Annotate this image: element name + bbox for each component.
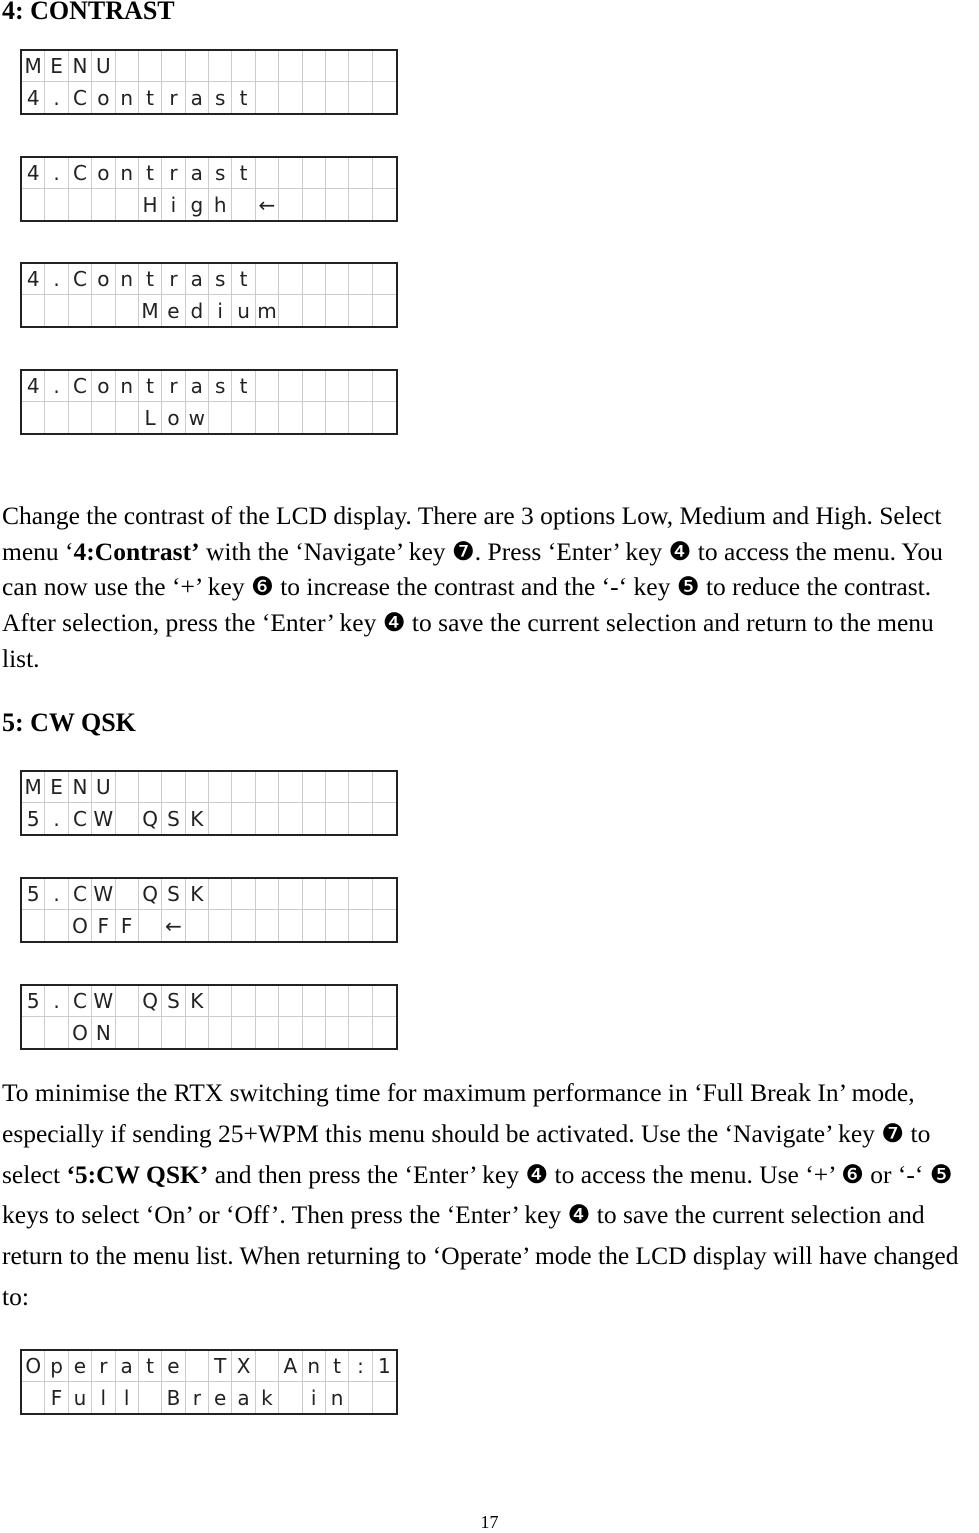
- lcd-display: [20, 156, 398, 222]
- lcd-cell: C: [69, 803, 92, 834]
- lcd-cell: [326, 986, 349, 1017]
- lcd-cell: [303, 189, 326, 220]
- lcd-cell: [349, 803, 372, 834]
- lcd-cell: K: [186, 986, 209, 1017]
- lcd-cell: [279, 1017, 302, 1048]
- lcd-cell: s: [209, 82, 232, 113]
- lcd-cell: [326, 402, 349, 433]
- lcd-display: [20, 984, 398, 1050]
- lcd-cell: [162, 51, 185, 82]
- lcd-cell: [373, 371, 396, 402]
- lcd-cell: W: [92, 803, 115, 834]
- lcd-cell: 1: [373, 1351, 396, 1382]
- lcd-cell: .: [45, 371, 68, 402]
- lcd-cell: H: [139, 189, 162, 220]
- lcd-cell: w: [186, 402, 209, 433]
- lcd-cell: o: [92, 82, 115, 113]
- lcd-cell: [326, 51, 349, 82]
- lcd-cell: 4: [22, 158, 45, 189]
- lcd-cell: [303, 879, 326, 910]
- lcd-cell: T: [209, 1351, 232, 1382]
- lcd-cell: .: [45, 82, 68, 113]
- lcd-cell: E: [45, 51, 68, 82]
- lcd-cell: a: [232, 1382, 255, 1413]
- lcd-cell: [303, 803, 326, 834]
- lcd-cell: h: [209, 189, 232, 220]
- lcd-cell: [373, 986, 396, 1017]
- lcd-cell: .: [45, 879, 68, 910]
- lcd-cell: [92, 402, 115, 433]
- lcd-cell: [279, 371, 302, 402]
- lcd-cell: r: [92, 1351, 115, 1382]
- lcd-cell: [232, 772, 255, 803]
- lcd-cell: [326, 371, 349, 402]
- lcd-cell: [303, 1017, 326, 1048]
- lcd-cell: [45, 295, 68, 326]
- lcd-cell: 4: [22, 82, 45, 113]
- lcd-cell: e: [162, 1351, 185, 1382]
- lcd-cell: [256, 1017, 279, 1048]
- lcd-cell: [92, 189, 115, 220]
- lcd-cell: [22, 1382, 45, 1413]
- lcd-cell: [22, 189, 45, 220]
- lcd-cell: [69, 189, 92, 220]
- lcd-cell: B: [162, 1382, 185, 1413]
- lcd-cell: [116, 879, 139, 910]
- text-run: and then press the ‘Enter’ key ❹ to access the menu. Use ‘+’ ❻ or ‘-‘ ❺ keys to select ‘On’ or ‘Off’. Then press the ‘Enter’ key ❹ to save the current selection and return to the menu list. When returning to ‘Operate’ mode the LCD display will have changed to:: [2, 1159, 959, 1311]
- lcd-cell: [303, 264, 326, 295]
- lcd-cell: [186, 910, 209, 941]
- lcd-cell: [373, 295, 396, 326]
- lcd-cell: [139, 910, 162, 941]
- lcd-cell: [92, 295, 115, 326]
- lcd-cell: [373, 189, 396, 220]
- lcd-cell: [139, 51, 162, 82]
- lcd-cell: [349, 1017, 372, 1048]
- lcd-cell: [349, 264, 372, 295]
- lcd-cell: [232, 402, 255, 433]
- contrast-description: [2, 498, 977, 677]
- lcd-cell: [186, 772, 209, 803]
- lcd-cell: d: [186, 295, 209, 326]
- lcd-cell: [326, 772, 349, 803]
- lcd-cell: [349, 879, 372, 910]
- lcd-cell: [349, 158, 372, 189]
- lcd-cell: o: [92, 158, 115, 189]
- lcd-cell: M: [139, 295, 162, 326]
- lcd-cell: C: [69, 82, 92, 113]
- lcd-cell: [232, 910, 255, 941]
- lcd-cell: k: [256, 1382, 279, 1413]
- lcd-cell: [349, 772, 372, 803]
- lcd-cell: [373, 879, 396, 910]
- lcd-cell: A: [279, 1351, 302, 1382]
- lcd-cell: t: [232, 82, 255, 113]
- lcd-cell: e: [209, 1382, 232, 1413]
- lcd-cell: O: [22, 1351, 45, 1382]
- lcd-cell: [232, 189, 255, 220]
- lcd-cell: [209, 910, 232, 941]
- lcd-cell: e: [69, 1351, 92, 1382]
- lcd-cell: .: [45, 158, 68, 189]
- lcd-cell: [279, 910, 302, 941]
- lcd-cell: N: [69, 772, 92, 803]
- lcd-cell: C: [69, 264, 92, 295]
- lcd-cell: a: [116, 1351, 139, 1382]
- lcd-cell: t: [139, 1351, 162, 1382]
- lcd-cell: [326, 82, 349, 113]
- lcd-display: [20, 369, 398, 435]
- lcd-cell: :: [349, 1351, 372, 1382]
- lcd-cell: a: [186, 371, 209, 402]
- lcd-cell: [22, 910, 45, 941]
- lcd-cell: [256, 1351, 279, 1382]
- lcd-cell: [349, 402, 372, 433]
- lcd-cell: a: [186, 82, 209, 113]
- lcd-cell: ←: [162, 910, 185, 941]
- lcd-cell: [279, 295, 302, 326]
- text-run: Change the contrast of the LCD display. There are 3 options Low, Medium and High. Select menu ‘: [2, 501, 942, 566]
- lcd-cell: M: [22, 51, 45, 82]
- lcd-cell: [303, 772, 326, 803]
- lcd-cell: u: [69, 1382, 92, 1413]
- lcd-cell: [303, 910, 326, 941]
- lcd-cell: s: [209, 264, 232, 295]
- lcd-cell: [279, 264, 302, 295]
- lcd-cell: [116, 803, 139, 834]
- lcd-cell: i: [162, 189, 185, 220]
- lcd-cell: [256, 402, 279, 433]
- lcd-cell: E: [45, 772, 68, 803]
- lcd-cell: K: [186, 803, 209, 834]
- lcd-cell: [45, 189, 68, 220]
- lcd-cell: [349, 910, 372, 941]
- lcd-cell: t: [139, 82, 162, 113]
- lcd-cell: [279, 986, 302, 1017]
- lcd-cell: t: [326, 1351, 349, 1382]
- lcd-cell: r: [162, 82, 185, 113]
- lcd-cell: .: [45, 986, 68, 1017]
- lcd-cell: t: [232, 158, 255, 189]
- lcd-cell: p: [45, 1351, 68, 1382]
- lcd-cell: [186, 51, 209, 82]
- lcd-cell: i: [209, 295, 232, 326]
- lcd-cell: L: [139, 402, 162, 433]
- lcd-cell: [279, 879, 302, 910]
- lcd-cell: [303, 51, 326, 82]
- lcd-cell: [162, 772, 185, 803]
- lcd-cell: n: [116, 158, 139, 189]
- cw-qsk-description: [2, 1073, 977, 1318]
- lcd-cell: 4: [22, 371, 45, 402]
- lcd-cell: [349, 82, 372, 113]
- lcd-cell: [116, 986, 139, 1017]
- lcd-cell: [232, 1017, 255, 1048]
- lcd-cell: [326, 879, 349, 910]
- lcd-cell: [256, 879, 279, 910]
- lcd-cell: [45, 1017, 68, 1048]
- lcd-cell: t: [139, 264, 162, 295]
- lcd-cell: [209, 402, 232, 433]
- lcd-cell: s: [209, 158, 232, 189]
- lcd-cell: [139, 1017, 162, 1048]
- page-number: 17: [480, 1512, 499, 1532]
- lcd-cell: [22, 402, 45, 433]
- lcd-display: [20, 770, 398, 836]
- lcd-cell: [279, 51, 302, 82]
- lcd-cell: [303, 82, 326, 113]
- lcd-cell: [373, 1017, 396, 1048]
- lcd-cell: e: [162, 295, 185, 326]
- lcd-cell: [349, 1382, 372, 1413]
- lcd-cell: [373, 264, 396, 295]
- lcd-cell: [303, 295, 326, 326]
- lcd-cell: [279, 402, 302, 433]
- lcd-cell: [373, 158, 396, 189]
- lcd-cell: [45, 402, 68, 433]
- lcd-cell: [326, 264, 349, 295]
- lcd-cell: [279, 158, 302, 189]
- text-run: To minimise the RTX switching time for maximum performance in ‘Full Break In’ mode, especially if sending 25+WPM this menu should be activated. Use the ‘Navigate’ key ❼ to select: [2, 1078, 931, 1189]
- lcd-cell: [256, 803, 279, 834]
- lcd-cell: [232, 51, 255, 82]
- lcd-cell: Q: [139, 879, 162, 910]
- bold-text: 4:Contrast’: [73, 536, 200, 566]
- lcd-cell: l: [116, 1382, 139, 1413]
- lcd-cell: W: [92, 879, 115, 910]
- lcd-cell: C: [69, 371, 92, 402]
- lcd-cell: n: [116, 371, 139, 402]
- lcd-cell: n: [116, 264, 139, 295]
- lcd-cell: [116, 51, 139, 82]
- lcd-cell: i: [303, 1382, 326, 1413]
- lcd-cell: [209, 986, 232, 1017]
- lcd-cell: [256, 772, 279, 803]
- lcd-cell: Q: [139, 986, 162, 1017]
- lcd-cell: [116, 295, 139, 326]
- lcd-cell: C: [69, 986, 92, 1017]
- lcd-display: [20, 877, 398, 943]
- lcd-cell: K: [186, 879, 209, 910]
- lcd-cell: o: [92, 264, 115, 295]
- lcd-cell: [279, 1382, 302, 1413]
- lcd-cell: [186, 1017, 209, 1048]
- lcd-cell: X: [232, 1351, 255, 1382]
- lcd-cell: o: [162, 402, 185, 433]
- lcd-cell: [326, 1017, 349, 1048]
- lcd-cell: t: [232, 371, 255, 402]
- lcd-cell: [373, 772, 396, 803]
- lcd-cell: [69, 295, 92, 326]
- lcd-cell: a: [186, 264, 209, 295]
- lcd-cell: n: [326, 1382, 349, 1413]
- lcd-cell: [373, 51, 396, 82]
- lcd-cell: [349, 189, 372, 220]
- lcd-cell: F: [116, 910, 139, 941]
- lcd-cell: [326, 803, 349, 834]
- lcd-cell: [116, 772, 139, 803]
- lcd-cell: [256, 158, 279, 189]
- lcd-cell: [139, 772, 162, 803]
- lcd-cell: [279, 189, 302, 220]
- lcd-cell: S: [162, 803, 185, 834]
- lcd-cell: 5: [22, 986, 45, 1017]
- lcd-cell: [373, 402, 396, 433]
- section-heading-contrast: 4: CONTRAST: [2, 0, 175, 25]
- lcd-cell: r: [162, 158, 185, 189]
- lcd-cell: g: [186, 189, 209, 220]
- lcd-display: [20, 49, 398, 115]
- lcd-cell: N: [69, 51, 92, 82]
- lcd-cell: N: [92, 1017, 115, 1048]
- lcd-cell: [326, 295, 349, 326]
- lcd-cell: [326, 910, 349, 941]
- lcd-cell: [232, 879, 255, 910]
- bold-text: ‘5:CW QSK’: [66, 1159, 209, 1189]
- lcd-cell: r: [162, 264, 185, 295]
- lcd-cell: [279, 803, 302, 834]
- lcd-cell: r: [186, 1382, 209, 1413]
- lcd-cell: u: [232, 295, 255, 326]
- lcd-cell: o: [92, 371, 115, 402]
- lcd-cell: C: [69, 879, 92, 910]
- lcd-cell: m: [256, 295, 279, 326]
- lcd-cell: [139, 1382, 162, 1413]
- lcd-cell: .: [45, 264, 68, 295]
- lcd-cell: [256, 371, 279, 402]
- lcd-cell: [373, 910, 396, 941]
- lcd-cell: [349, 371, 372, 402]
- lcd-cell: [303, 986, 326, 1017]
- lcd-cell: [256, 82, 279, 113]
- lcd-cell: [373, 82, 396, 113]
- lcd-cell: F: [45, 1382, 68, 1413]
- lcd-cell: [209, 803, 232, 834]
- lcd-cell: t: [139, 371, 162, 402]
- lcd-cell: [279, 772, 302, 803]
- lcd-cell: [279, 82, 302, 113]
- lcd-cell: O: [69, 1017, 92, 1048]
- section-heading-cw-qsk: 5: CW QSK: [2, 708, 136, 737]
- lcd-cell: [186, 1351, 209, 1382]
- lcd-cell: [256, 51, 279, 82]
- lcd-cell: [349, 295, 372, 326]
- lcd-cell: [373, 803, 396, 834]
- lcd-cell: [209, 51, 232, 82]
- lcd-cell: s: [209, 371, 232, 402]
- lcd-cell: [349, 986, 372, 1017]
- lcd-cell: S: [162, 986, 185, 1017]
- lcd-display-operate: [20, 1349, 398, 1415]
- lcd-cell: U: [92, 51, 115, 82]
- lcd-cell: a: [186, 158, 209, 189]
- lcd-cell: [256, 986, 279, 1017]
- lcd-cell: 5: [22, 803, 45, 834]
- lcd-cell: .: [45, 803, 68, 834]
- lcd-cell: [209, 879, 232, 910]
- lcd-cell: [45, 910, 68, 941]
- lcd-cell: 4: [22, 264, 45, 295]
- lcd-cell: [303, 158, 326, 189]
- lcd-cell: l: [92, 1382, 115, 1413]
- lcd-cell: [116, 189, 139, 220]
- lcd-cell: Q: [139, 803, 162, 834]
- lcd-cell: [303, 402, 326, 433]
- lcd-cell: [373, 1382, 396, 1413]
- lcd-cell: [303, 371, 326, 402]
- lcd-cell: S: [162, 879, 185, 910]
- lcd-cell: n: [116, 82, 139, 113]
- lcd-cell: C: [69, 158, 92, 189]
- lcd-cell: [22, 1017, 45, 1048]
- lcd-cell: [232, 803, 255, 834]
- text-run: with the ‘Navigate’ key ❼. Press ‘Enter’ key ❹ to access the menu. You can now use the ‘+’ key ❻ to increase the contrast and the ‘-‘ key ❺ to reduce the contrast. After selection, press the ‘Enter’ key ❹ to save the current selection and return to the menu list.: [2, 536, 943, 673]
- lcd-cell: t: [232, 264, 255, 295]
- lcd-cell: n: [303, 1351, 326, 1382]
- lcd-cell: F: [92, 910, 115, 941]
- lcd-cell: [162, 1017, 185, 1048]
- lcd-cell: [116, 402, 139, 433]
- lcd-cell: [69, 402, 92, 433]
- lcd-cell: [116, 1017, 139, 1048]
- lcd-cell: r: [162, 371, 185, 402]
- lcd-cell: ←: [256, 189, 279, 220]
- lcd-cell: W: [92, 986, 115, 1017]
- lcd-display: [20, 262, 398, 328]
- lcd-cell: [209, 1017, 232, 1048]
- lcd-cell: [256, 264, 279, 295]
- lcd-cell: M: [22, 772, 45, 803]
- lcd-cell: [22, 295, 45, 326]
- lcd-cell: [326, 158, 349, 189]
- lcd-cell: 5: [22, 879, 45, 910]
- lcd-cell: [326, 189, 349, 220]
- lcd-cell: [256, 910, 279, 941]
- lcd-cell: O: [69, 910, 92, 941]
- lcd-cell: [349, 51, 372, 82]
- lcd-cell: [232, 986, 255, 1017]
- lcd-cell: [209, 772, 232, 803]
- lcd-cell: t: [139, 158, 162, 189]
- lcd-cell: U: [92, 772, 115, 803]
